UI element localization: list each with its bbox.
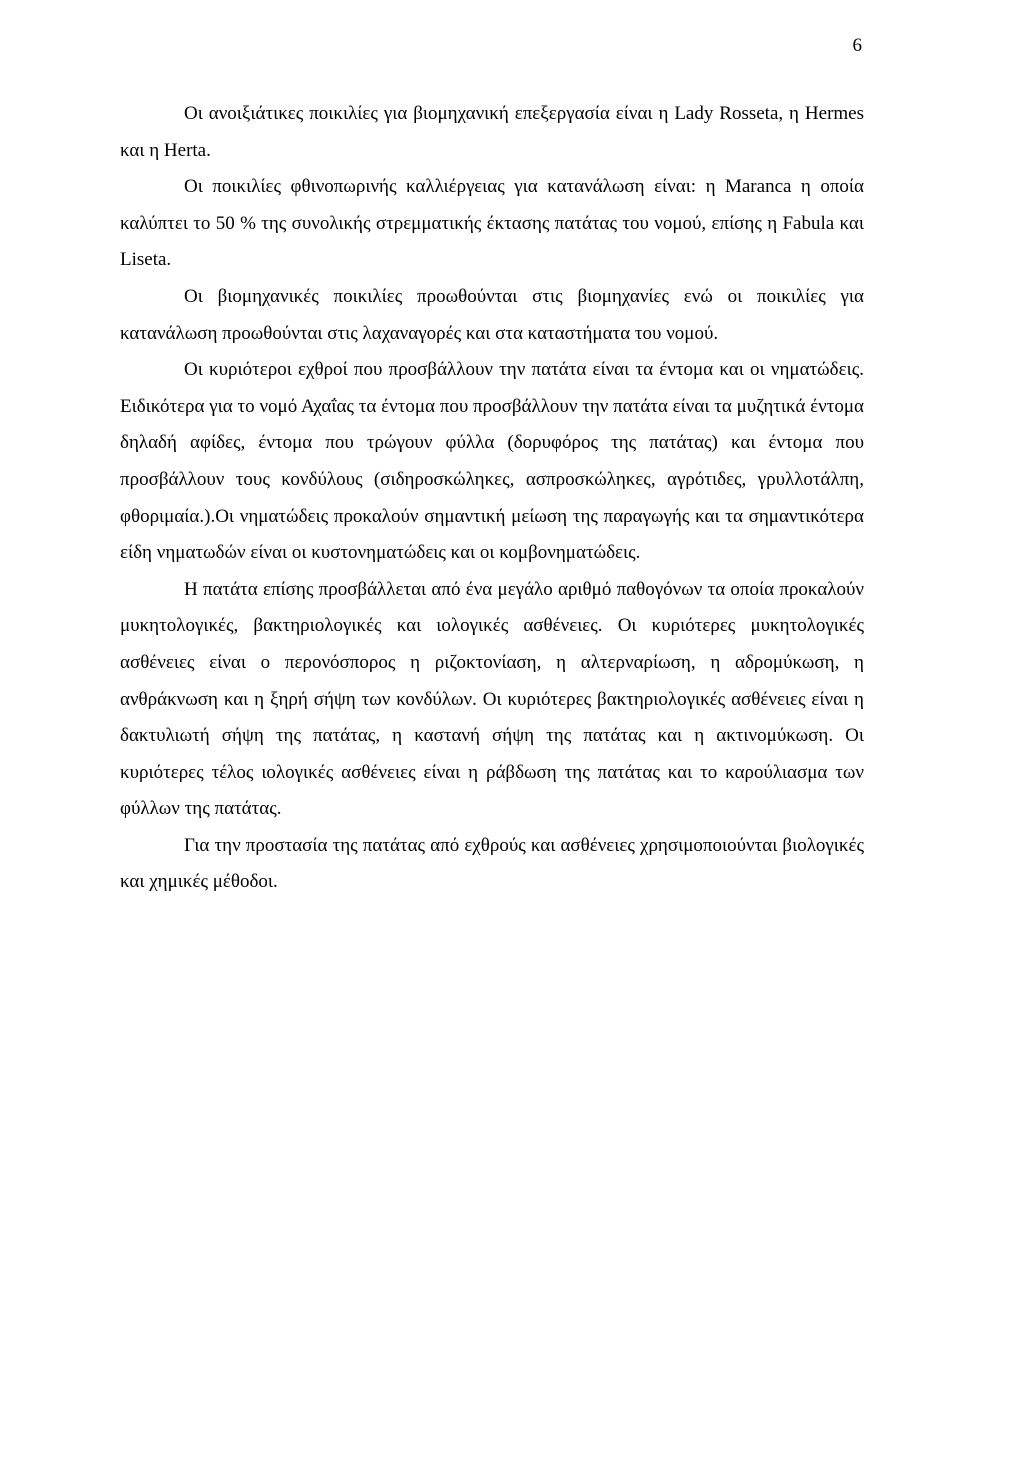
paragraph-spring-varieties: Οι ανοιξιάτικες ποικιλίες για βιομηχανική επεξεργασία είναι η Lady Rosseta, η Hermes και η Herta. <box>120 103 864 161</box>
paragraph-diseases: Η πατάτα επίσης προσβάλλεται από ένα μεγάλο αριθμό παθογόνων τα οποία προκαλούν μυκητολογικές, βακτηριολογικές και ιολογικές ασθένειες. Οι κυριότερες μυκητολογικές ασθένειες είναι ο περονόσπορος η ριζοκτονίαση, η αλτερναρίωση, η αδρομύκωση, η ανθράκνωση και η ξηρή σήψη των κονδύλων. Οι κυριότερες βακτηριολογικές ασθένειες είναι η δακτυλιωτή σήψη της πατάτας, η καστανή σήψη της πατάτας και η ακτινομύκωση. Οι κυριότερες τέλος ιολογικές ασθένειες είναι η ράβδωση της πατάτας και το καρούλιασμα των φύλλων της πατάτας. <box>120 578 864 820</box>
page-number: 6 <box>852 35 862 56</box>
paragraph-pests: Οι κυριότεροι εχθροί που προσβάλλουν την πατάτα είναι τα έντομα και οι νηματώδεις. Ειδικότερα για το νομό Αχαΐας τα έντομα που προσβάλλουν την πατάτα είναι τα μυζητικά έντομα δηλαδή αφίδες, έντομα που τρώγουν φύλλα (δορυφόρος της πατάτας) και έντομα που προσβάλλουν τους κονδύλους (σιδηροσκώληκες, ασπροσκώληκες, αγρότιδες, γρυλλοτάλπη, φθοριμαία.).Οι νηματώδεις προκαλούν σημαντική μείωση της παραγωγής και τα σημαντικότερα είδη νηματωδών είναι οι κυστονηματώδεις και οι κομβονηματώδεις. <box>120 359 864 564</box>
paragraph-distribution: Οι βιομηχανικές ποικιλίες προωθούνται στις βιομηχανίες ενώ οι ποικιλίες για κατανάλωση προωθούνται στις λαχαναγορές και στα καταστήματα του νομού. <box>120 285 864 344</box>
body-text <box>120 96 864 901</box>
paragraph-protection: Για την προστασία της πατάτας από εχθρούς και ασθένειες χρησιμοποιούνται βιολογικές και χημικές μέθοδοι. <box>120 834 864 893</box>
paragraph-autumn-varieties: Οι ποικιλίες φθινοπωρινής καλλιέργειας για κατανάλωση είναι: η Maranca η οποία καλύπτει το 50 % της συνολικής στρεμματικής έκτασης πατάτας του νομού, επίσης η Fabula και Liseta. <box>120 176 864 271</box>
